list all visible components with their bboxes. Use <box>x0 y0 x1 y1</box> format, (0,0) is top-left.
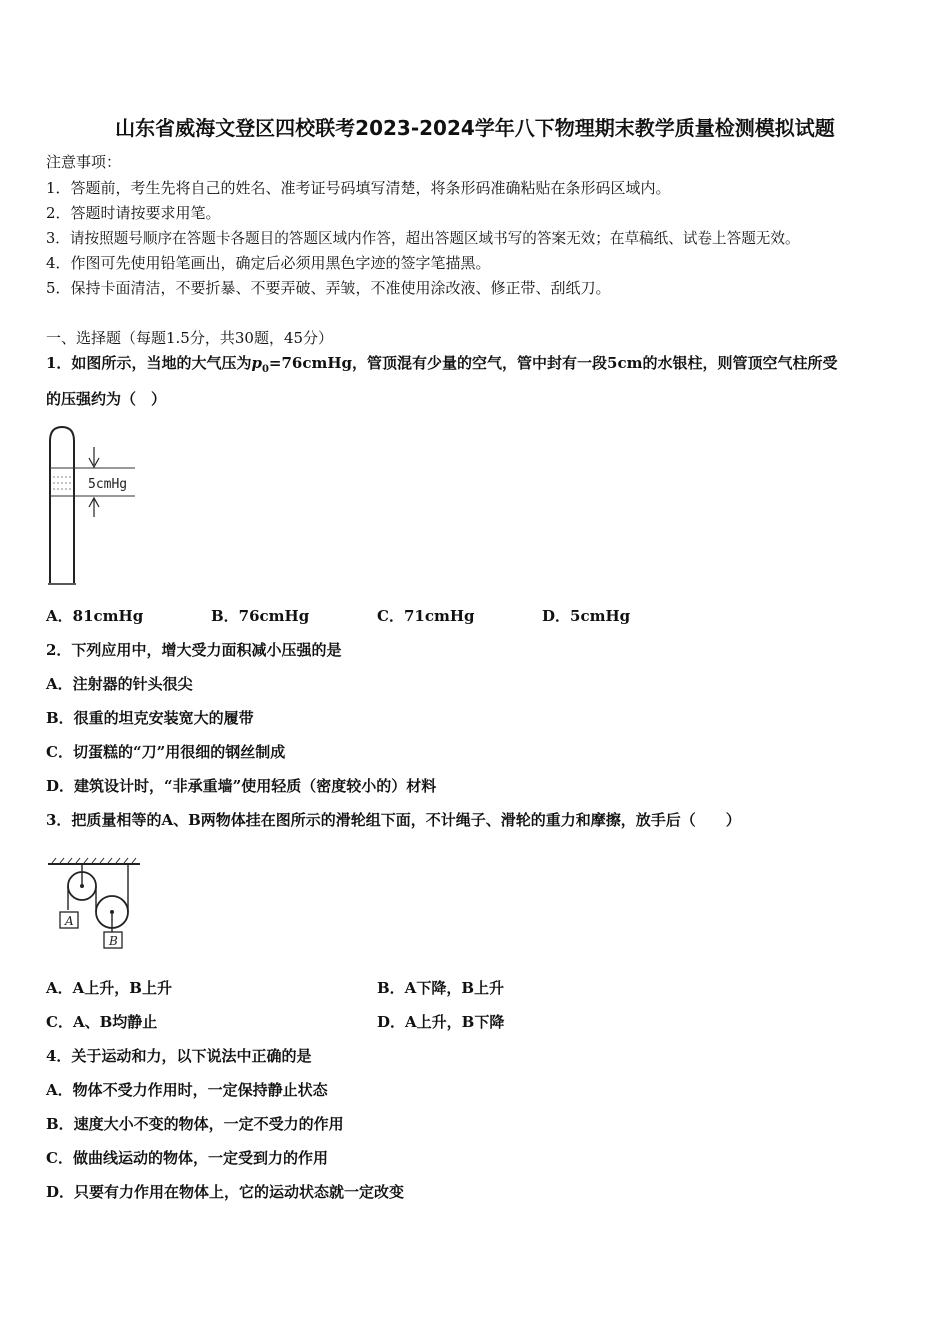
q4-option-b: B．速度大小不变的物体，一定不受力的作用 <box>46 1115 344 1133</box>
q4-text: 4．关于运动和力，以下说法中正确的是 <box>46 1047 312 1065</box>
notice-item-5: 5．保持卡面清洁，不要折暴、不要弄破、弄皱，不准使用涂改液、修正带、刮纸刀。 <box>46 279 611 297</box>
q1-text <box>46 352 837 375</box>
q3-option-c: C．A、B均静止 <box>46 1013 158 1031</box>
q1-option-c: C．71cmHg <box>377 607 475 625</box>
q2-text: 2．下列应用中，增大受力面积减小压强的是 <box>46 641 342 659</box>
page-title: 山东省威海文登区四校联考2023-2024学年八下物理期末教学质量检测模拟试题 <box>115 116 835 140</box>
q1-text-cont: 的压强约为（ ） <box>46 390 167 408</box>
q2-option-a: A．注射器的针头很尖 <box>46 675 193 693</box>
q1-tube-figure <box>44 425 144 587</box>
q2-option-d: D．建筑设计时，“非承重墙”使用轻质（密度较小的）材料 <box>46 777 437 795</box>
q2-option-c: C．切蛋糕的“刀”用很细的钢丝制成 <box>46 743 286 761</box>
notice-item-3: 3．请按照题号顺序在答题卡各题目的答题区域内作答，超出答题区域书写的答案无效；在草稿纸、试卷上答题无效。 <box>46 230 800 247</box>
q1-text-b: =76cmHg，管顶混有少量的空气，管中封有一段5cm的水银柱，则管顶空气柱所受 <box>268 354 838 372</box>
q3-pulley-figure <box>44 856 144 956</box>
q4-option-c: C．做曲线运动的物体，一定受到力的作用 <box>46 1149 328 1167</box>
q2-option-b: B．很重的坦克安装宽大的履带 <box>46 709 254 727</box>
section-heading: 一、选择题（每题1.5分，共30题，45分） <box>46 329 334 347</box>
q3-option-b: B．A下降，B上升 <box>377 979 504 997</box>
q3-option-a: A．A上升，B上升 <box>46 979 172 997</box>
q4-option-a: A．物体不受力作用时，一定保持静止状态 <box>46 1081 328 1099</box>
q3-figure-label-b: B <box>109 934 118 948</box>
notice-heading: 注意事项： <box>46 153 122 171</box>
q1-option-b: B．76cmHg <box>211 607 310 625</box>
q1-option-a: A．81cmHg <box>46 607 144 625</box>
q4-option-d: D．只要有力作用在物体上，它的运动状态就一定改变 <box>46 1183 405 1201</box>
q1-option-d: D．5cmHg <box>542 607 631 625</box>
q3-figure-label-a: A <box>65 914 74 928</box>
notice-item-2: 2．答题时请按要求用笔。 <box>46 204 221 222</box>
q1-p-symbol: p <box>251 354 262 372</box>
q3-option-d: D．A上升，B下降 <box>377 1013 505 1031</box>
q1-figure-label: 5cmHg <box>88 477 128 492</box>
notice-item-1: 1．答题前，考生先将自己的姓名、准考证号码填写清楚，将条形码准确粘贴在条形码区域内。 <box>46 179 671 197</box>
q1-text-a: 1．如图所示，当地的大气压为 <box>46 354 252 372</box>
q1-p-sub: 0 <box>261 364 269 375</box>
notice-item-4: 4．作图可先使用铅笔画出，确定后必须用黑色字迹的签字笔描黑。 <box>46 254 491 272</box>
q3-text: 3．把质量相等的A、B两物体挂在图所示的滑轮组下面，不计绳子、滑轮的重力和摩擦，放手后（ ） <box>46 811 741 829</box>
